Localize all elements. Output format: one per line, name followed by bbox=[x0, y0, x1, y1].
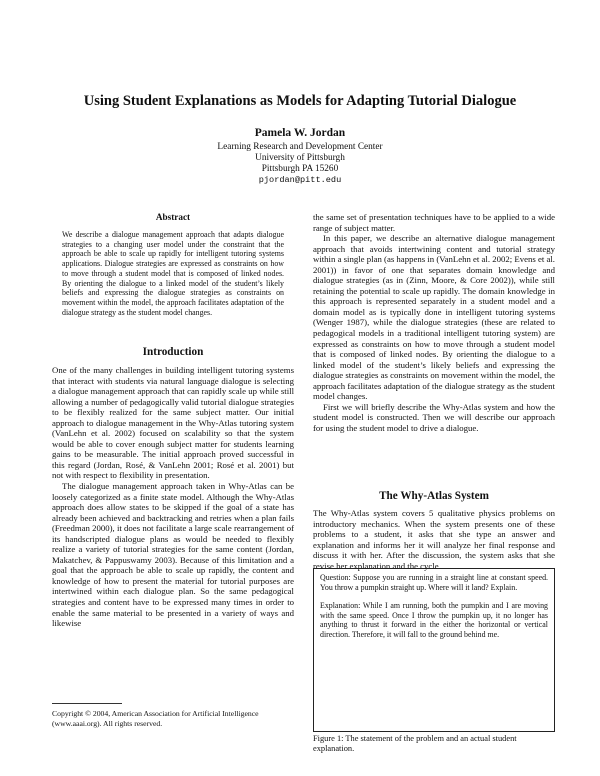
abstract-text: We describe a dialogue management approach that adapts dialogue strategies to a changing user model under the constraint that the approach be able to scale up rapidly for intelligent tutoring systems applications. Dialogue strategies are expressed as constraints on how to move through a student model that is composed of linked nodes. By orienting the dialogue to a linked model of the student’s likely beliefs and expressing the dialogue strategies as constraints on movement within the model, the approach facilitates adaptation of the dialogue strategy as the student model changes. bbox=[62, 230, 284, 317]
figure-1-box bbox=[313, 568, 555, 732]
right-paragraph-1: In this paper, we describe an alternative dialogue management approach that avoids intertwining content and tutorial strategy within a single plan (as happens in (VanLehn et al. 2002; Evens et al. 2001)) in favor of one that separates domain knowledge and dialogue strategies (as in (Zinn, Moore, & Core 2002)), while still retaining the potential to scale up rapidly. The domain knowledge in this approach is represented separately in a student model and a domain model as is typically done in intelligent tutoring systems (Wenger 1987), while the dialogue strategies (these are related to pedagogical models in a traditional intelligent tutoring system) are expressed as constraints on how to move through a student model that is composed of linked nodes. By orienting the dialogue to a linked model of the student’s likely beliefs and expressing the dialogue strategies as constraints on movement within the model, the approach facilitates adaptation of the dialogue strategy as the student model changes. bbox=[313, 233, 555, 402]
affiliation-line: Learning Research and Development Center bbox=[217, 142, 383, 152]
right-column-body bbox=[313, 212, 555, 433]
introduction-heading: Introduction bbox=[142, 346, 204, 358]
figure-question: Question: Suppose you are running in a straight line at constant speed. You throw a pumpkin straight up. Where will it land? Explain. bbox=[320, 573, 548, 592]
affiliation-line: Pittsburgh PA 15260 bbox=[261, 164, 339, 174]
affiliation-line: University of Pittsburgh bbox=[255, 153, 345, 163]
abstract-heading: Abstract bbox=[155, 212, 191, 222]
right-paragraph-2: First we will briefly describe the Why-Atlas system and how the student model is constructed. Then we will describe our approach for using the student model to drive a dialogue. bbox=[313, 401, 555, 433]
figure-1-caption: Figure 1: The statement of the problem and an actual student explanation. bbox=[313, 734, 517, 754]
right-paragraph-0: the same set of presentation techniques have to be applied to a wide range of subject matter. bbox=[313, 212, 555, 233]
why-atlas-heading: The Why-Atlas System bbox=[379, 490, 489, 502]
footnote-rule bbox=[52, 703, 122, 704]
author-email: pjordan@pitt.edu bbox=[258, 175, 342, 185]
why-atlas-body bbox=[313, 508, 555, 571]
paper-title: Using Student Explanations as Models for Adapting Tutorial Dialogue bbox=[83, 93, 517, 109]
intro-paragraph-2: The dialogue management approach taken in Why-Atlas can be loosely categorized as a finite state model. Although the Why-Atlas approach does allow states to be skipped if the goal of a state has already been achieved and backtracking and retries when a plan fails (Freedman 2000), it does not facilitate a large scale rearrangement of its handscripted dialogue plans as would be needed to flexibly realize a variety of tutorial strategies for the same content (Jordan, Makatchev, & Pappuswamy 2003). Because of this limitation and a goal that the approach be able to scale up rapidly, the content and knowledge of how to present the material for tutorial purposes are intertwined within each dialogue plan. So the same pedagogical strategies and content have to be expressed many times in order to enable the same material to be presented in a variety of ways and likewise bbox=[52, 481, 294, 629]
introduction-body bbox=[52, 365, 294, 629]
intro-paragraph-1: One of the many challenges in building intelligent tutoring systems that interact with students via natural language dialogue is selecting a dialogue management approach that can rapidly scale up while still allowing a number of pedagogically valid tutorial dialogue strategies to be flexibly realized for the same subject matter. Our initial approach to dialogue management in the Why-Atlas tutoring system (VanLehn et al. 2002) focused on scalability so that the system would be able to cover enough subject matter for students learning gains to be measurable. The initial approach proved successful in this regard (Jordan, Rosé, & VanLehn 2001; Rosé et al. 2001) but not with respect to flexibility in presentation. bbox=[52, 365, 294, 481]
figure-explanation: Explanation: While I am running, both the pumpkin and I are moving with the same speed. Once I throw the pumpkin up, it no longer has anything to thrust it forward in the either the horizontal or vertical direction. Therefore, it will fall to the ground behind me. bbox=[320, 601, 548, 639]
why-atlas-paragraph: The Why-Atlas system covers 5 qualitative physics problems on introductory mechanics. When the system presents one of these problems to a student, it asks that she type an answer and explanation and informs her it will analyze her final response and discuss it with her. After the discussion, the system asks that she revise her explanation and the cycle bbox=[313, 508, 555, 571]
author-name: Pamela W. Jordan bbox=[254, 127, 346, 139]
copyright-notice: Copyright © 2004, American Association for Artificial Intelligence (www.aaai.org). All rights reserved. bbox=[52, 709, 259, 728]
